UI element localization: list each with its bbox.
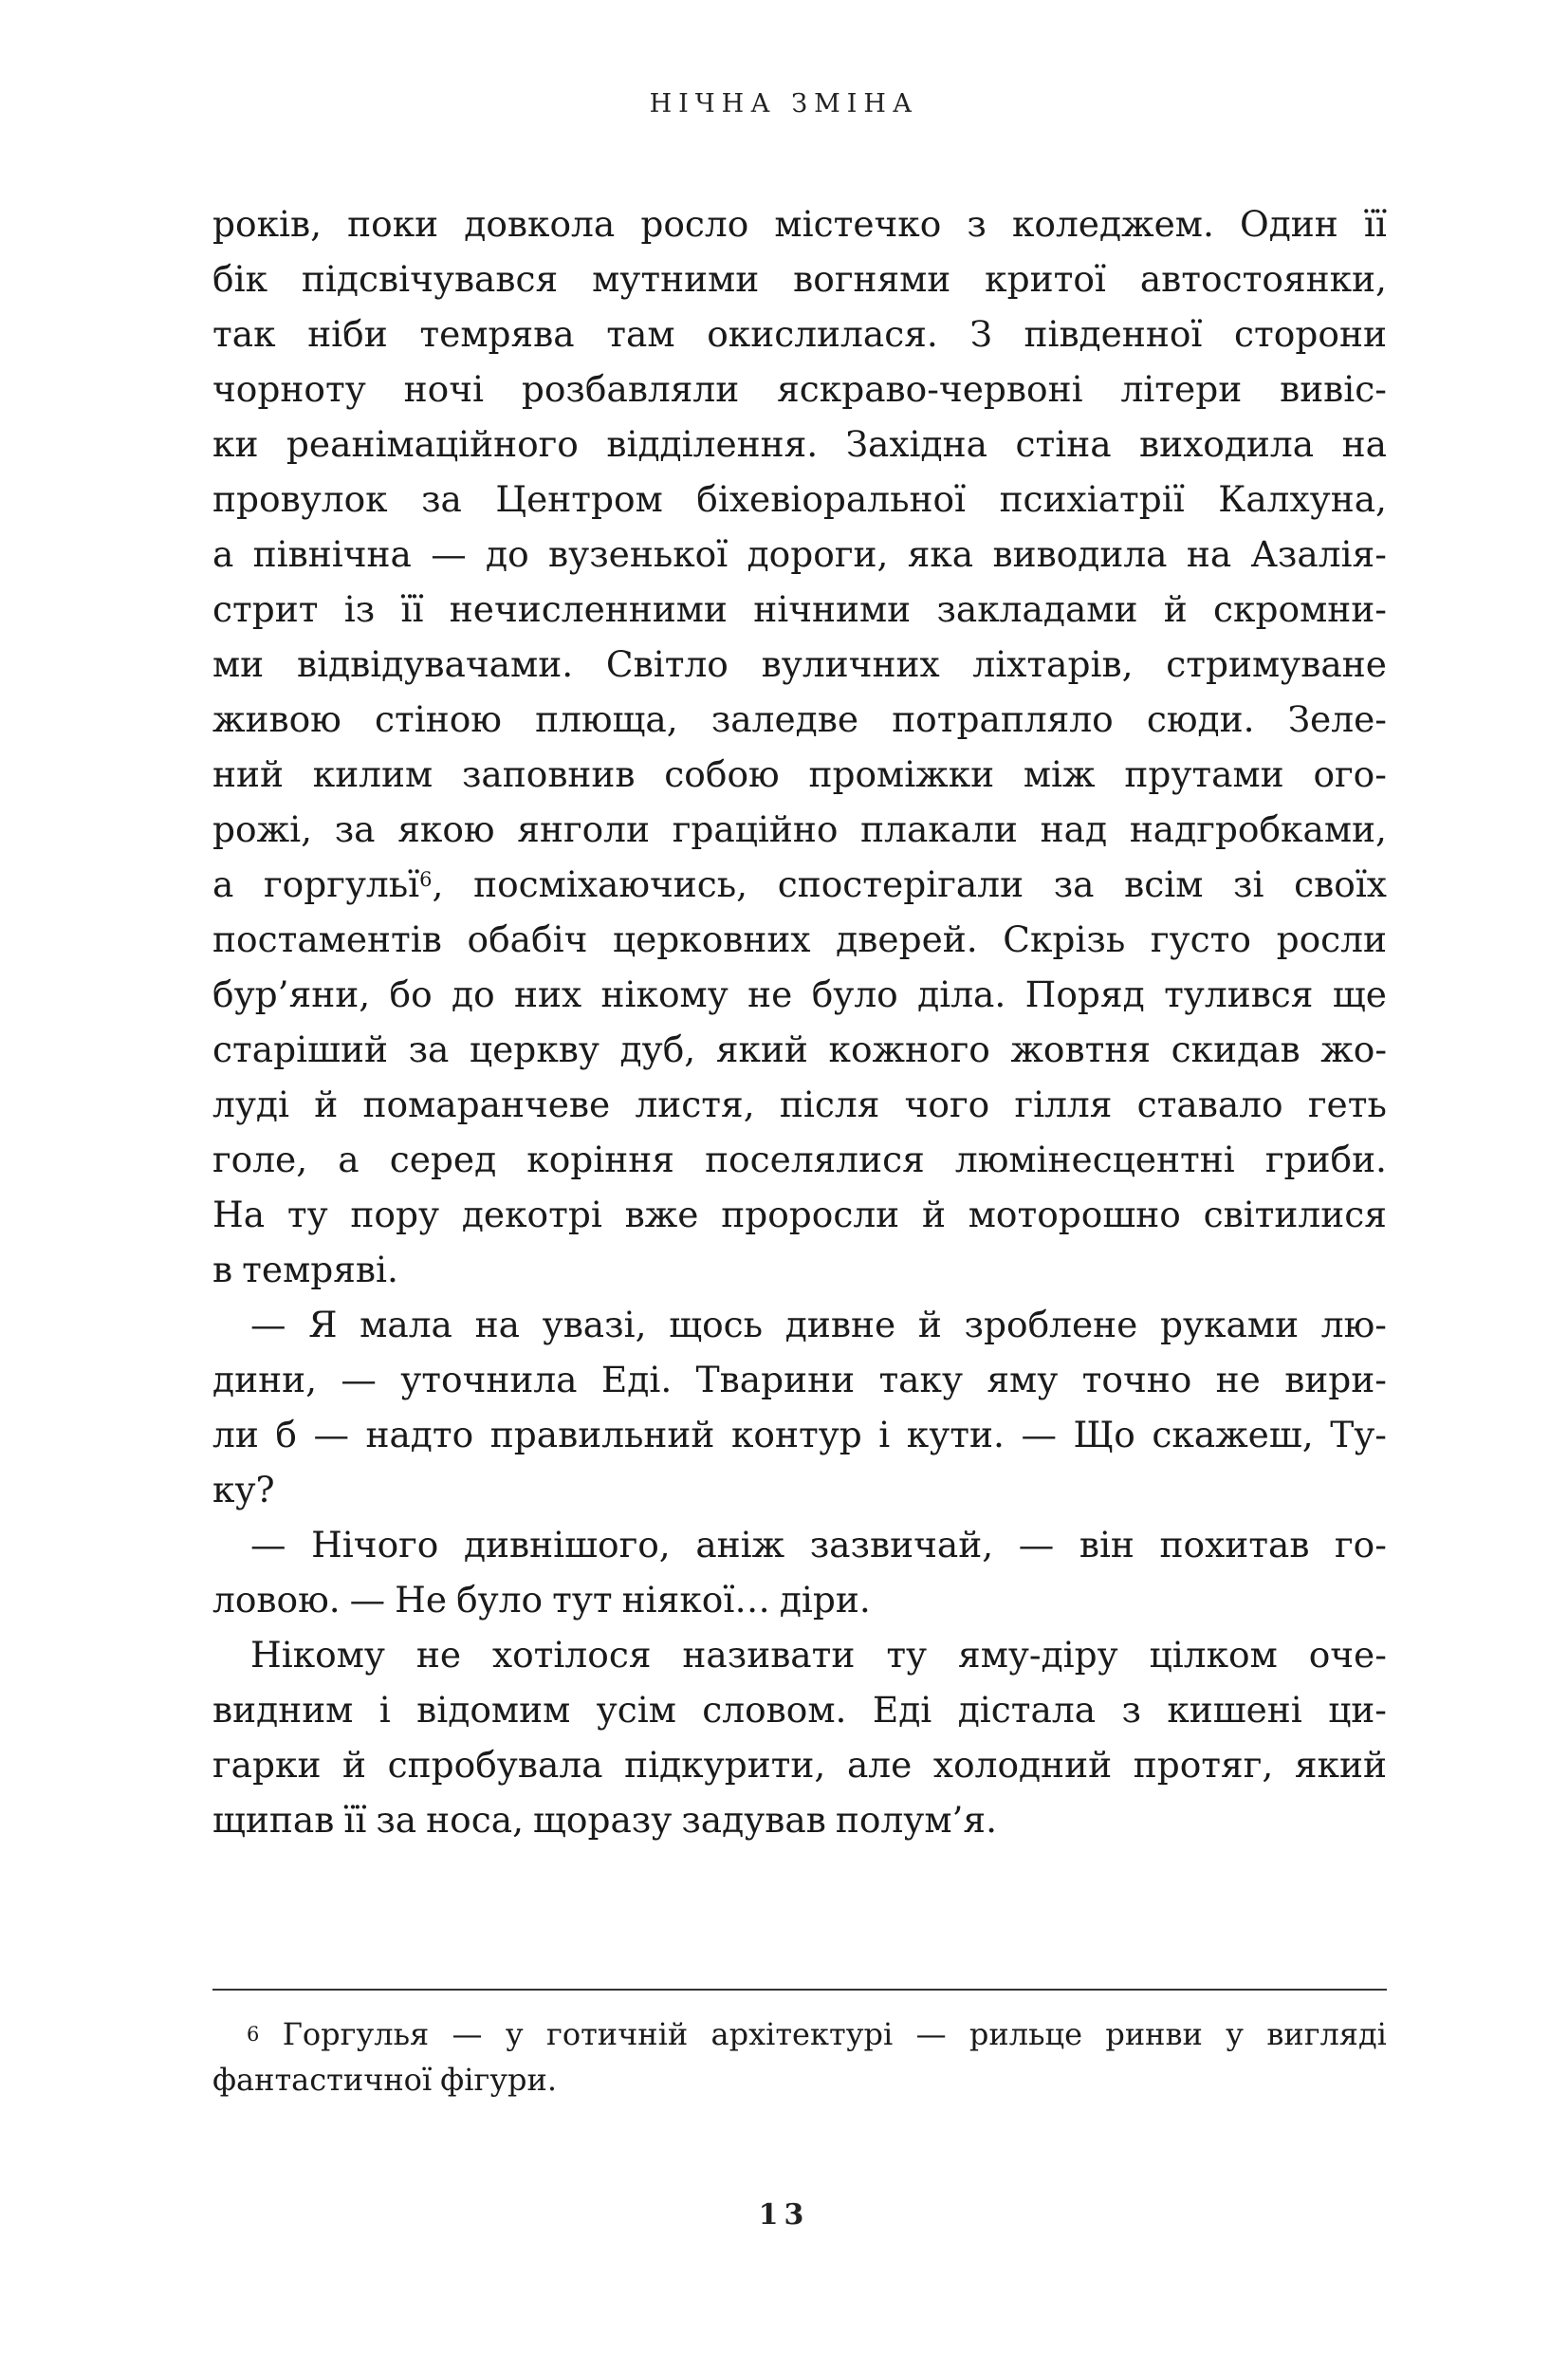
body-line: голе, а серед коріння поселялися люмінесцентні гриби. (212, 1139, 1387, 1180)
body-line: чорноту ночі розбавляли яскраво-червоні літери вивіс- (212, 368, 1387, 410)
body-line: — Нічого дивнішого, аніж зазвичай, — він похитав го- (250, 1524, 1387, 1566)
body-line: рожі, за якою янголи граційно плакали над надгробками, (212, 808, 1387, 850)
body-line: бік підсвічувався мутними вогнями критої автостоянки, (212, 258, 1387, 300)
body-line: ми відвідувачами. Світло вуличних ліхтарів, стримуване (212, 643, 1387, 685)
body-line: На ту пору декотрі вже проросли й моторошно світилися (212, 1194, 1387, 1235)
running-head: НІЧНА ЗМІНА (649, 89, 919, 119)
body-line: живою стіною плюща, заледве потрапляло сюди. Зеле- (212, 698, 1387, 740)
body-text (212, 196, 1387, 1847)
body-line: ловою. — Не було тут ніякої… діри. (212, 1579, 871, 1621)
body-line: а горгульї$^6$, посміхаючись, спостерігали за всім зі своїх (212, 863, 1387, 905)
body-line: так ніби темрява там окислилася. З південної сторони (212, 313, 1387, 355)
footnote-divider (212, 1989, 1387, 1991)
body-line: старіший за церкву дуб, який кожного жовтня скидав жо- (212, 1028, 1387, 1070)
body-line: ки реанімаційного відділення. Західна стіна виходила на (212, 423, 1387, 465)
body-line: — Я мала на увазі, щось дивне й зроблене руками лю- (250, 1304, 1387, 1345)
body-line: провулок за Центром біхевіоральної психіатрії Калхуна, (212, 478, 1387, 520)
body-line: а північна — до вузенької дороги, яка виводила на Азалія- (212, 533, 1387, 575)
footnote-line: $^6$ Горгулья — у готичній архітектурі — рильце ринви у вигляді (247, 2016, 1387, 2052)
body-line: стрит із її нечисленними нічними закладами й скромни- (212, 588, 1387, 630)
footnote-line: фантастичної фігури. (212, 2062, 558, 2098)
body-line: гарки й спробувала підкурити, але холодний протяг, який (212, 1744, 1387, 1786)
footnotes (212, 2011, 1387, 2103)
body-line: лудi й помаранчеве листя, після чого гілля ставало геть (212, 1084, 1387, 1125)
body-line: в темряві. (212, 1249, 398, 1290)
body-line: видним і відомим усім словом. Еді дістала з кишені ци- (212, 1689, 1387, 1731)
body-line: ний килим заповнив собою проміжки між прутами ого- (212, 753, 1387, 795)
page-number: 13 (758, 2198, 810, 2232)
body-line: ку? (212, 1469, 275, 1510)
body-line: років, поки довкола росло містечко з коледжем. Один її (212, 203, 1387, 245)
body-line: ли б — надто правильний контур і кути. — Що скажеш, Ту- (212, 1414, 1387, 1455)
body-line: щипав її за носа, щоразу задував полум’я. (212, 1799, 997, 1841)
body-line: постаментів обабіч церковних дверей. Скрізь густо росли (212, 918, 1387, 960)
body-line: дини, — уточнила Еді. Тварини таку яму точно не вири- (212, 1359, 1387, 1400)
body-line: бур’яни, бо до них нікому не було діла. Поряд тулився ще (212, 973, 1387, 1015)
body-line: Нікому не хотілося називати ту яму-діру цілком оче- (250, 1634, 1387, 1676)
